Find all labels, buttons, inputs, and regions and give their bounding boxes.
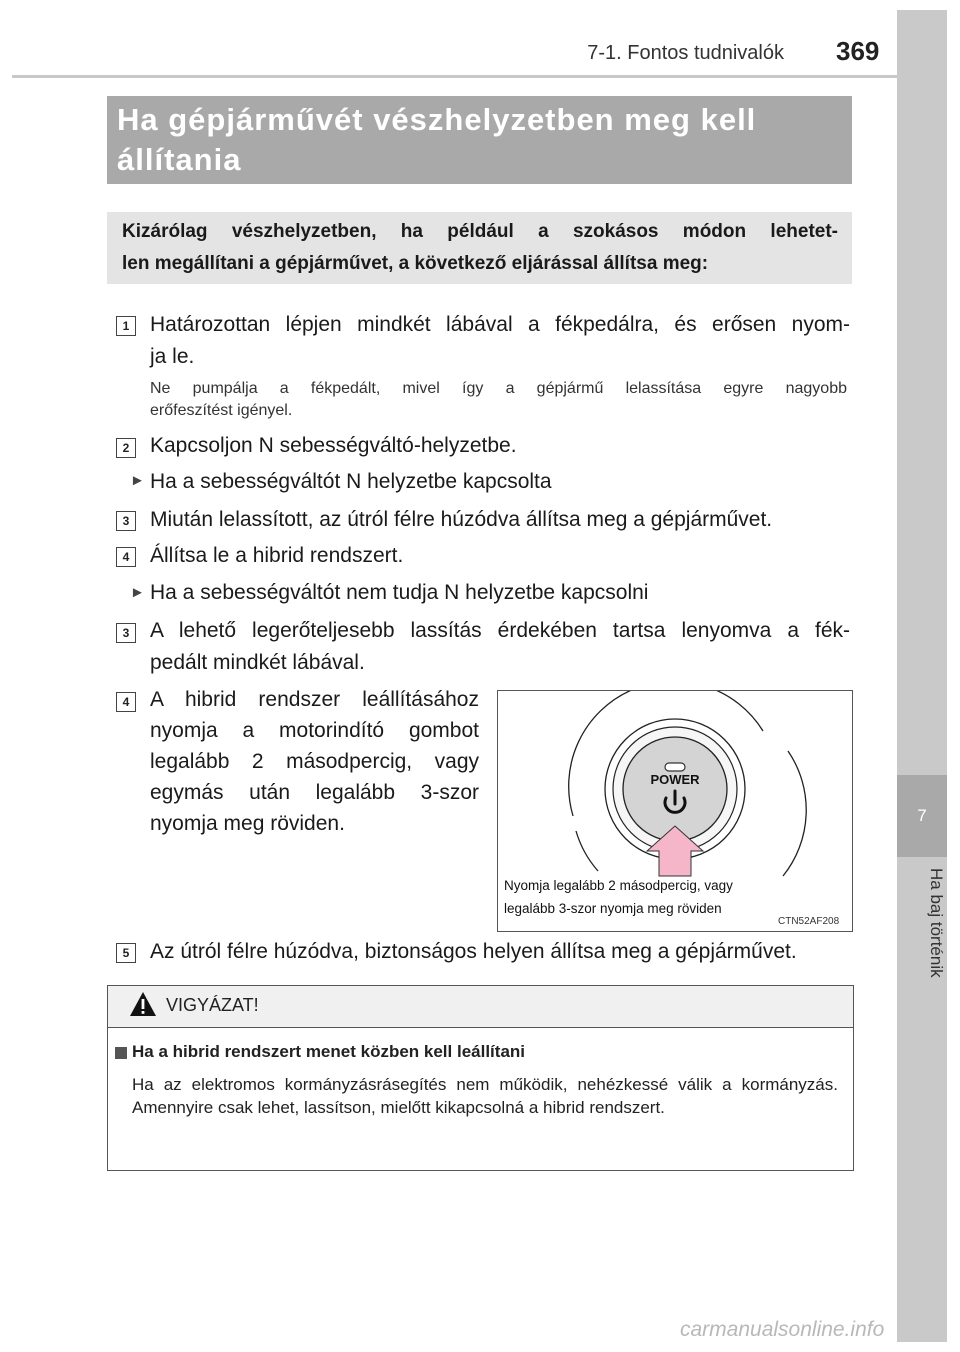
figure-caption-line-2: legalább 3-szor nyomja meg röviden bbox=[504, 901, 722, 916]
step-number-box: 2 bbox=[116, 438, 136, 458]
note-line-2: erőfeszítést igényel. bbox=[150, 402, 293, 419]
figure-code: CTN52AF208 bbox=[778, 916, 840, 927]
note-line-1: Ne pumpálja a fékpedált, mivel így a gépjármű lelassítása egyre nagyobb bbox=[150, 380, 847, 397]
step-5-text: Az útról félre húzódva, biztonságos helyen állítsa meg a gépjárművet. bbox=[150, 940, 797, 963]
watermark: carmanualsonline.info bbox=[680, 1318, 885, 1341]
section-title: 7-1. Fontos tudnivalók bbox=[587, 42, 784, 64]
power-button-illustration bbox=[498, 691, 852, 931]
page-title: Ha gépjárművét vészhelyzetben meg kell állítania bbox=[117, 102, 757, 177]
step-3b-line-1: A lehető legerőteljesebb lassítás érdekében tartsa lenyomva a fék- bbox=[150, 619, 850, 642]
step-number-box: 1 bbox=[116, 316, 136, 336]
step-number-box: 4 bbox=[116, 692, 136, 712]
figure-caption-line-1: Nyomja legalább 2 másodpercig, vagy bbox=[504, 878, 733, 893]
branch-a-text: Ha a sebességváltót N helyzetbe kapcsolta bbox=[150, 470, 552, 493]
step-4-text: Állítsa le a hibrid rendszert. bbox=[150, 544, 404, 567]
step-4b-line-5: nyomja meg röviden. bbox=[150, 812, 345, 835]
step-4b-line-3: legalább 2 másodpercig, vagy bbox=[150, 750, 479, 773]
page-number: 369 bbox=[836, 36, 880, 66]
step-1-line-1: Határozottan lépjen mindkét lábával a fékpedálra, és erősen nyom- bbox=[150, 313, 850, 336]
indicator-light-icon bbox=[665, 763, 685, 771]
power-button-figure bbox=[497, 690, 853, 932]
step-number-box: 3 bbox=[116, 623, 136, 643]
step-1-line-2: ja le. bbox=[150, 345, 195, 368]
step-number-box: 4 bbox=[116, 547, 136, 567]
side-tab-upper bbox=[897, 10, 947, 775]
triangle-bullet-icon: ► bbox=[130, 584, 145, 601]
step-2-text: Kapcsoljon N sebességváltó-helyzetbe. bbox=[150, 434, 517, 457]
square-bullet-icon bbox=[115, 1047, 127, 1059]
step-number-box: 3 bbox=[116, 511, 136, 531]
step-4b-line-4: egymás után legalább 3-szor bbox=[150, 781, 479, 804]
caution-body: Ha az elektromos kormányzásrásegítés nem működik, nehézkessé válik a kormányzás. Amennyire csak lehet, lassítson, mielőtt kikapcsolná a hibrid rendszert. bbox=[132, 1075, 838, 1117]
branch-b-text: Ha a sebességváltót nem tudja N helyzetbe kapcsolni bbox=[150, 581, 649, 604]
step-4b-line-1: A hibrid rendszer leállításához bbox=[150, 688, 479, 711]
step-4b-line-2: nyomja a motorindító gombot bbox=[150, 719, 479, 742]
step-3-text: Miután lelassított, az útról félre húzódva állítsa meg a gépjárművet. bbox=[150, 508, 773, 531]
caution-subtitle: Ha a hibrid rendszert menet közben kell leállítani bbox=[132, 1042, 526, 1061]
header-divider bbox=[12, 75, 897, 78]
caution-title: VIGYÁZAT! bbox=[166, 995, 259, 1015]
warning-triangle-icon bbox=[128, 990, 158, 1018]
step-number-box: 5 bbox=[116, 943, 136, 963]
chapter-number: 7 bbox=[897, 775, 947, 857]
triangle-bullet-icon: ► bbox=[130, 472, 145, 489]
chapter-label: Ha baj történik bbox=[927, 868, 946, 978]
power-label: POWER bbox=[650, 772, 700, 787]
step-3b-line-2: pedált mindkét lábával. bbox=[150, 651, 365, 674]
intro-line-1: Kizárólag vészhelyzetben, ha például a szokásos módon lehetet- bbox=[122, 221, 838, 242]
intro-line-2: len megállítani a gépjárművet, a következő eljárással állítsa meg: bbox=[122, 253, 709, 274]
